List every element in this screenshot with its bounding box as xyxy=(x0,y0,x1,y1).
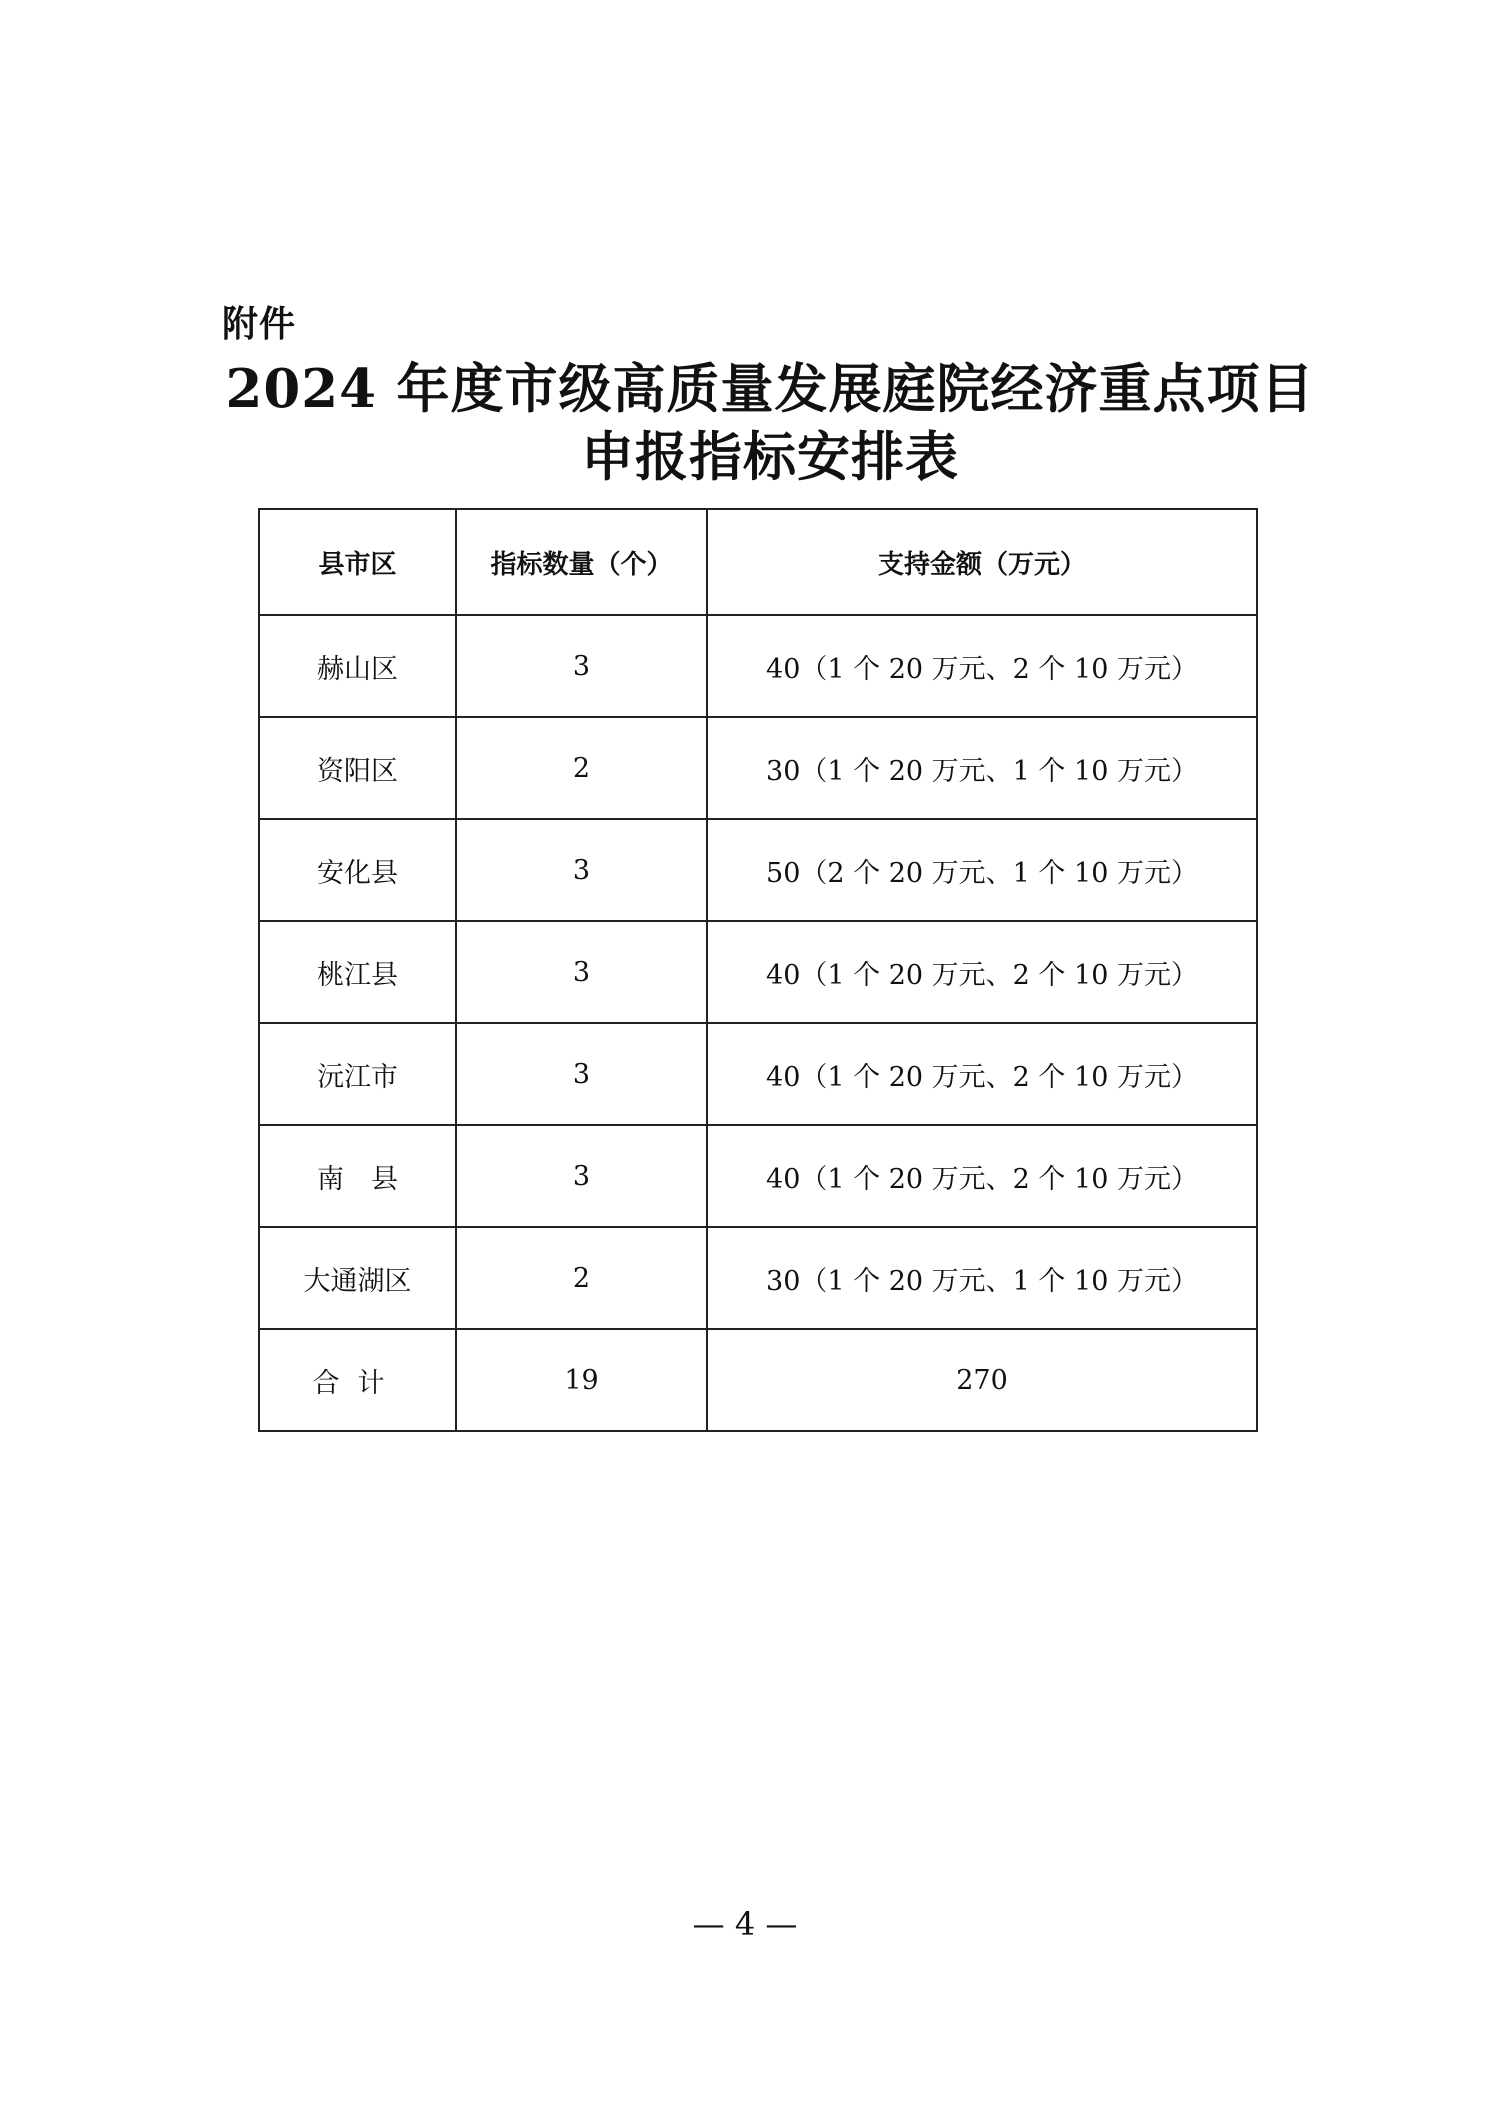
count-cell: 2 xyxy=(456,1227,707,1329)
count-cell: 3 xyxy=(456,1023,707,1125)
amount-cell: 40（1 个 20 万元、2 个 10 万元） xyxy=(707,615,1257,717)
attachment-label: 附件 xyxy=(222,304,297,345)
document-title-line-1: 2024 年度市级高质量发展庭院经济重点项目 xyxy=(225,358,1315,420)
table-row xyxy=(259,1227,1257,1329)
header-quota-count: 指标数量（个） xyxy=(456,509,707,615)
document-title-line-2: 申报指标安排表 xyxy=(581,426,959,488)
table-row xyxy=(259,1125,1257,1227)
table-row xyxy=(259,717,1257,819)
amount-cell: 50（2 个 20 万元、1 个 10 万元） xyxy=(707,819,1257,921)
count-cell: 3 xyxy=(456,1125,707,1227)
county-cell: 南 县 xyxy=(259,1125,456,1227)
county-cell: 桃江县 xyxy=(259,921,456,1023)
page-number: — 4 — xyxy=(692,1905,798,1943)
count-cell: 3 xyxy=(456,615,707,717)
allocation-table xyxy=(258,508,1258,1432)
table-header-row xyxy=(259,509,1257,615)
table-row xyxy=(259,921,1257,1023)
document-title xyxy=(200,355,1340,491)
header-support-amount: 支持金额（万元） xyxy=(707,509,1257,615)
count-cell: 3 xyxy=(456,921,707,1023)
county-cell: 沅江市 xyxy=(259,1023,456,1125)
amount-cell: 30（1 个 20 万元、1 个 10 万元） xyxy=(707,1227,1257,1329)
county-cell: 安化县 xyxy=(259,819,456,921)
county-cell: 大通湖区 xyxy=(259,1227,456,1329)
total-label: 合计 xyxy=(259,1329,456,1431)
amount-cell: 40（1 个 20 万元、2 个 10 万元） xyxy=(707,921,1257,1023)
total-row xyxy=(259,1329,1257,1431)
table-row xyxy=(259,819,1257,921)
count-cell: 3 xyxy=(456,819,707,921)
amount-cell: 40（1 个 20 万元、2 个 10 万元） xyxy=(707,1023,1257,1125)
header-county: 县市区 xyxy=(259,509,456,615)
table-row xyxy=(259,615,1257,717)
table-row xyxy=(259,1023,1257,1125)
total-amount: 270 xyxy=(707,1329,1257,1431)
amount-cell: 40（1 个 20 万元、2 个 10 万元） xyxy=(707,1125,1257,1227)
county-cell: 资阳区 xyxy=(259,717,456,819)
amount-cell: 30（1 个 20 万元、1 个 10 万元） xyxy=(707,717,1257,819)
total-count: 19 xyxy=(456,1329,707,1431)
count-cell: 2 xyxy=(456,717,707,819)
county-cell: 赫山区 xyxy=(259,615,456,717)
